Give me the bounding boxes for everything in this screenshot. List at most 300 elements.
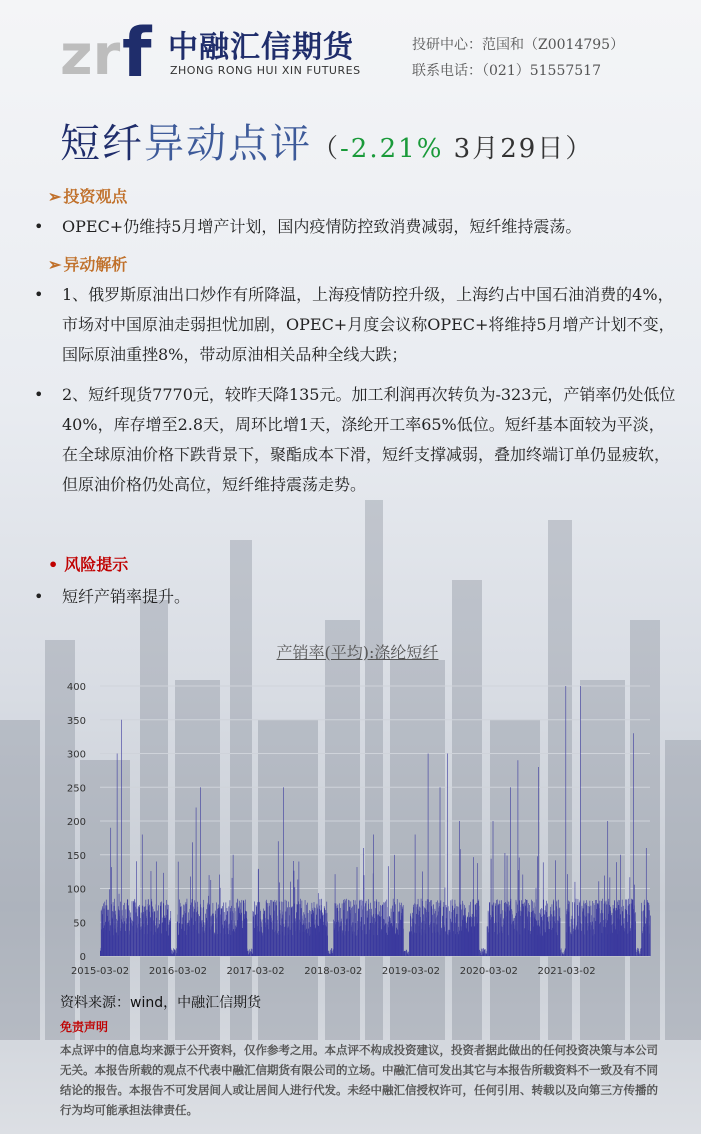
chart-bar — [582, 912, 583, 957]
chart-bar — [409, 931, 410, 956]
chart-bar — [329, 953, 330, 956]
chart-bar — [269, 906, 270, 956]
y-tick-label: 0 — [79, 952, 86, 963]
chart-bar — [376, 902, 377, 956]
chart-bar — [303, 912, 304, 956]
chart-bar — [390, 920, 391, 956]
chart-bar — [263, 909, 264, 956]
chart-bar — [622, 911, 623, 956]
chart-bar — [515, 916, 516, 956]
chart-bar — [572, 916, 573, 956]
chart-bar-spike — [363, 848, 364, 956]
chart-bar — [457, 932, 458, 956]
chart-bar — [561, 952, 562, 956]
chart-bar — [108, 922, 109, 956]
chart-bar — [415, 924, 416, 956]
chart-bar — [223, 903, 224, 956]
chart-bar — [222, 908, 223, 956]
chart-bar — [128, 909, 129, 956]
chart-title: 产销率(平均):涤纶短纤 — [276, 643, 439, 662]
chart-bar — [320, 919, 321, 956]
chart-bar — [542, 920, 543, 956]
chart-bar — [245, 911, 246, 956]
chart-bar — [536, 899, 537, 956]
chart-bar — [423, 906, 424, 956]
chart-bar — [615, 929, 616, 956]
chart-bar — [113, 902, 114, 956]
chart-bar-spike — [607, 821, 608, 956]
chart-bar — [502, 927, 503, 956]
chart-bar — [642, 933, 643, 956]
chart-bar — [123, 924, 124, 956]
chart-bar — [338, 920, 339, 956]
chart-bar — [481, 955, 482, 956]
chart-bar — [403, 951, 404, 956]
chart-bar — [388, 927, 389, 956]
chart-bar — [476, 903, 477, 956]
title-product: 短纤 — [60, 121, 144, 167]
x-tick-label: 2020-03-02 — [459, 966, 518, 977]
chart-bar — [494, 932, 495, 956]
chart-bar — [241, 913, 242, 956]
chart-bar — [318, 926, 319, 956]
chart-bar — [630, 931, 631, 956]
chart-bar — [116, 933, 117, 957]
chart-bar — [198, 933, 199, 956]
chart-bar — [539, 926, 540, 956]
chart-bar — [557, 935, 558, 956]
chart-bar — [442, 916, 443, 956]
chart-bar — [323, 915, 324, 956]
chart-svg — [50, 634, 665, 989]
chart-bar — [448, 935, 449, 956]
chart-container — [50, 634, 665, 989]
chart-bar — [174, 950, 175, 956]
chart-bar — [242, 928, 243, 956]
chart-bar — [634, 885, 635, 956]
chart-bar — [312, 910, 313, 956]
chart-bar — [521, 900, 522, 956]
chart-bar — [354, 932, 355, 956]
chart-bar — [610, 907, 611, 956]
chart-bar — [587, 903, 588, 956]
chart-bar — [485, 953, 486, 956]
chart-bar — [648, 902, 649, 956]
chart-bar — [287, 908, 288, 956]
chart-bar — [157, 928, 158, 956]
chart-bar — [585, 903, 586, 956]
chart-bar — [365, 934, 366, 956]
chart-bar — [479, 906, 480, 956]
chart-bar — [366, 911, 367, 956]
chart-bar — [238, 908, 239, 956]
chart-bar — [332, 953, 333, 956]
chart-bar — [628, 899, 629, 956]
chart-bar — [646, 918, 647, 956]
chart-bar — [567, 874, 568, 956]
chart-bar — [618, 900, 619, 956]
chart-bar — [262, 920, 263, 956]
chart-bar — [309, 936, 310, 956]
chart-bar — [333, 920, 334, 956]
chart-bar — [235, 929, 236, 956]
chart-bar — [251, 952, 252, 956]
title-subject: 异动点评 — [144, 121, 312, 167]
chart-bar — [633, 909, 634, 956]
arrow-icon: ➢ — [48, 255, 62, 274]
chart-bar — [311, 914, 312, 956]
chart-bar — [394, 902, 395, 956]
chart-bar — [299, 930, 300, 956]
chart-bar — [120, 931, 121, 956]
chart-bar — [490, 920, 491, 956]
chart-bar — [286, 911, 287, 956]
y-tick-label: 200 — [66, 817, 86, 828]
chart-bar — [649, 910, 650, 956]
chart-bar — [461, 931, 462, 956]
chart-bar — [219, 908, 220, 956]
chart-bar — [543, 900, 544, 956]
chart-bar — [166, 931, 167, 956]
chart-bar — [637, 948, 638, 956]
chart-bar — [293, 861, 294, 956]
chart-bar — [138, 924, 139, 956]
researcher-name: 范国和（Z0014795） — [482, 37, 625, 53]
chart-bar — [643, 927, 644, 956]
chart-bar — [154, 911, 155, 956]
chart-bar — [360, 926, 361, 956]
chart-bar — [117, 921, 118, 956]
chart-bar — [540, 914, 541, 956]
chart-bar — [475, 905, 476, 956]
x-tick-label: 2017-03-02 — [226, 966, 285, 977]
chart-bar — [326, 927, 327, 956]
chart-bar — [129, 931, 130, 956]
chart-bar — [645, 917, 646, 956]
chart-bar — [525, 906, 526, 956]
chart-bar — [266, 902, 267, 956]
investment-view-text: • OPEC+仍维持5月增产计划，国内疫情防控致消费减弱，短纤维持震荡。 — [34, 217, 582, 236]
chart-bar — [549, 929, 550, 956]
chart-bar — [566, 914, 567, 956]
chart-bar — [378, 915, 379, 956]
chart-bar — [280, 910, 281, 956]
chart-bar — [444, 902, 445, 956]
chart-bar — [470, 902, 471, 956]
chart-bar — [362, 900, 363, 956]
chart-bar — [190, 877, 191, 957]
x-tick-label: 2021-03-02 — [537, 966, 596, 977]
chart-bar — [619, 900, 620, 956]
chart-bar — [187, 923, 188, 956]
chart-bar — [207, 920, 208, 956]
chart-bar — [374, 935, 375, 956]
chart-bar — [220, 933, 221, 956]
researcher-line: 投研中心：范国和（Z0014795） — [412, 37, 625, 53]
chart-bar — [305, 930, 306, 956]
disclaimer-text: 本点评中的信息均来源于公开资料，仅作参考之用。本点评不构成投资建议，投资者据此做出的任何投资决策与本公司无关。本报告所载的观点不代表中融汇信期货有限公司的立场。中融汇信可发出其它与本报告所载资料不一致及有不同结论的报告。本报告不可发居间人或让居间人进行代发。未经中融汇信授权许可，任何引用、转载以及向第三方传播的行为均可能承担法律责任。 — [60, 1043, 658, 1117]
chart-bar — [356, 936, 357, 956]
chart-bar — [520, 934, 521, 956]
data-source: 资料来源：wind，中融汇信期货 — [60, 995, 262, 1011]
chart-bar — [598, 881, 599, 956]
chart-bar — [436, 917, 437, 956]
chart-bar — [627, 914, 628, 956]
chart-bar — [330, 954, 331, 956]
chart-bar — [604, 901, 605, 956]
chart-bar — [387, 917, 388, 956]
section-investment-view: ➢ 投资观点 — [48, 187, 128, 206]
chart-bar — [452, 906, 453, 956]
chart-bar — [427, 904, 428, 956]
chart-bar — [488, 932, 489, 956]
chart-bar — [342, 930, 343, 956]
chart-bar — [199, 916, 200, 956]
chart-bar — [295, 887, 296, 956]
chart-bar — [631, 899, 632, 956]
chart-bar — [421, 922, 422, 956]
chart-bar — [450, 930, 451, 956]
chart-bar — [296, 912, 297, 956]
chart-bar — [278, 931, 279, 956]
chart-bar — [597, 904, 598, 956]
chart-bar — [254, 928, 255, 956]
chart-bar — [357, 921, 358, 956]
chart-bar — [555, 860, 556, 956]
chart-bar — [268, 929, 269, 956]
chart-bar — [563, 954, 564, 956]
risk-bullet-icon: • — [48, 555, 59, 574]
chart-bar — [210, 916, 211, 956]
chart-bar — [499, 904, 500, 956]
svg-text:f: f — [122, 14, 152, 82]
chart-bar — [441, 900, 442, 956]
chart-bar — [548, 922, 549, 956]
chart-bar — [594, 934, 595, 956]
y-tick-label: 400 — [66, 682, 86, 693]
x-tick-label: 2019-03-02 — [381, 966, 441, 977]
chart-bar — [560, 918, 561, 956]
chart-bar — [189, 920, 190, 956]
chart-bar — [433, 904, 434, 956]
chart-bar — [472, 914, 473, 956]
chart-bar — [141, 929, 142, 956]
chart-bar — [508, 907, 509, 956]
company-name-cn: 中融汇信期货 — [168, 30, 354, 65]
chart-bar — [514, 918, 515, 956]
chart-bar — [382, 905, 383, 956]
chart-bar — [196, 912, 197, 956]
chart-bar — [621, 907, 622, 956]
chart-bar — [214, 933, 215, 956]
chart-bar — [175, 951, 176, 956]
chart-bar — [650, 916, 651, 956]
chart-bar — [178, 935, 179, 956]
chart-bar — [402, 907, 403, 956]
chart-bar — [277, 916, 278, 956]
chart-bar — [414, 933, 415, 957]
chart-bar — [184, 931, 185, 956]
contact-info — [412, 32, 624, 84]
x-tick-label: 2015-03-02 — [70, 966, 130, 977]
chart-bar — [315, 928, 316, 956]
chart-bar — [301, 908, 302, 956]
chart-bar — [603, 920, 604, 956]
report-header — [0, 0, 701, 110]
chart-bar — [137, 909, 138, 956]
chart-bar — [239, 901, 240, 956]
chart-bar — [460, 849, 461, 956]
chart-bar — [534, 918, 535, 956]
chart-bar — [250, 951, 251, 956]
x-tick-label: 2016-03-02 — [148, 966, 207, 977]
chart-bar — [225, 926, 226, 956]
chart-bar — [256, 905, 257, 956]
chart-bar — [152, 901, 153, 956]
chart-bar — [593, 936, 594, 956]
x-tick-label: 2018-03-02 — [304, 966, 363, 977]
chart-bar — [411, 931, 412, 956]
chart-bar — [244, 914, 245, 956]
chart-bar — [168, 905, 169, 956]
chart-bar — [527, 908, 528, 956]
arrow-icon: ➢ — [48, 187, 62, 206]
chart-bar — [274, 911, 275, 956]
chart-bar — [260, 911, 261, 956]
chart-bar — [345, 931, 346, 956]
chart-bar — [372, 917, 373, 956]
chart-bar — [131, 923, 132, 956]
chart-bar — [524, 902, 525, 956]
chart-bar — [397, 929, 398, 956]
chart-bar — [134, 902, 135, 956]
chart-bar-spike — [156, 862, 157, 957]
chart-bar — [479, 950, 480, 956]
chart-bar — [528, 930, 529, 956]
chart-bar — [104, 925, 105, 956]
chart-bar — [551, 914, 552, 956]
chart-bar — [570, 934, 571, 956]
chart-bar — [201, 907, 202, 956]
chart-bar — [463, 916, 464, 956]
chart-bar — [381, 916, 382, 956]
chart-bar — [259, 931, 260, 956]
chart-bar — [265, 918, 266, 956]
chart-bar — [469, 905, 470, 956]
chart-bar — [464, 910, 465, 956]
chart-bar — [321, 910, 322, 956]
company-logo-icon — [60, 14, 160, 82]
chart-bar — [417, 904, 418, 956]
chart-bar — [391, 923, 392, 956]
chart-bar — [371, 912, 372, 956]
chart-bar — [400, 920, 401, 956]
chart-bar — [432, 909, 433, 956]
chart-bar — [359, 909, 360, 956]
chart-bar — [558, 921, 559, 956]
chart-bar — [579, 906, 580, 956]
chart-bar — [217, 909, 218, 956]
chart-bar — [600, 922, 601, 956]
y-tick-label: 250 — [66, 783, 86, 795]
chart-bar — [146, 900, 147, 956]
chart-bar — [569, 926, 570, 956]
chart-bar — [503, 918, 504, 956]
chart-bar — [150, 917, 151, 956]
chart-bar — [306, 929, 307, 956]
chart-bar — [418, 915, 419, 956]
y-tick-label: 50 — [73, 918, 86, 930]
chart-bar — [640, 949, 641, 956]
chart-bar — [163, 903, 164, 956]
chart-bar — [564, 951, 565, 957]
chart-bar — [590, 901, 591, 956]
chart-bar — [369, 909, 370, 956]
phone-line: 联系电话：（021）51557517 — [412, 63, 601, 79]
y-tick-label: 100 — [66, 884, 86, 896]
report-date: 3月29日 — [443, 134, 566, 164]
chart-bar — [162, 922, 163, 956]
chart-bar — [575, 882, 576, 956]
chart-bar — [601, 933, 602, 956]
y-tick-label: 300 — [66, 749, 86, 761]
chart-bar — [132, 926, 133, 956]
chart-bar — [430, 900, 431, 956]
chart-bar — [518, 870, 519, 956]
chart-bar — [165, 905, 166, 956]
chart-bar — [379, 916, 380, 956]
svg-text:zr: zr — [60, 23, 121, 82]
chart-bar — [126, 924, 127, 956]
chart-bar — [478, 901, 479, 956]
chart-bar — [289, 930, 290, 956]
section-analysis: ➢ 异动解析 — [48, 255, 128, 274]
chart-bar — [609, 905, 610, 956]
chart-bar — [523, 875, 524, 956]
phone-number: （021）51557517 — [482, 63, 601, 79]
chart-bar — [491, 917, 492, 956]
chart-bar — [447, 908, 448, 956]
chart-bar — [439, 906, 440, 956]
chart-bar — [153, 935, 154, 956]
chart-bar — [537, 856, 538, 956]
chart-bar — [584, 901, 585, 956]
analysis-point-2: • 2、短纤现货7770元，较昨天降135元。加工利润再次转负为-323元，产销率仍处低位40%，库存增至2.8天，周环比增1天，涤纶开工率65%低位。短纤基本面较为平淡，在全球原油价格下跌背景下，聚酯成本下滑，短纤支撑减弱，叠加终端订单仍显疲软，但原油价格仍处高位，短纤维持震荡走势。 — [34, 385, 676, 494]
chart-bar — [216, 929, 217, 956]
chart-bar — [327, 936, 328, 956]
chart-bar — [505, 853, 506, 956]
chart-bar — [454, 908, 455, 956]
chart-bar — [458, 934, 459, 956]
chart-bar — [257, 902, 258, 956]
chart-bar — [347, 919, 348, 956]
chart-bar — [248, 954, 249, 956]
chart-bar — [101, 911, 102, 956]
chart-bar — [171, 950, 172, 956]
chart-bar — [511, 899, 512, 956]
chart-bar — [385, 923, 386, 956]
chart-bar — [324, 908, 325, 956]
chart-bar — [384, 925, 385, 956]
chart-bar — [228, 928, 229, 956]
chart-bar — [466, 928, 467, 956]
chart-bar — [140, 930, 141, 956]
chart-bar — [624, 918, 625, 956]
chart-bar — [275, 902, 276, 956]
chart-bar — [308, 922, 309, 956]
chart-bar — [204, 933, 205, 956]
chart-bar — [588, 926, 589, 956]
